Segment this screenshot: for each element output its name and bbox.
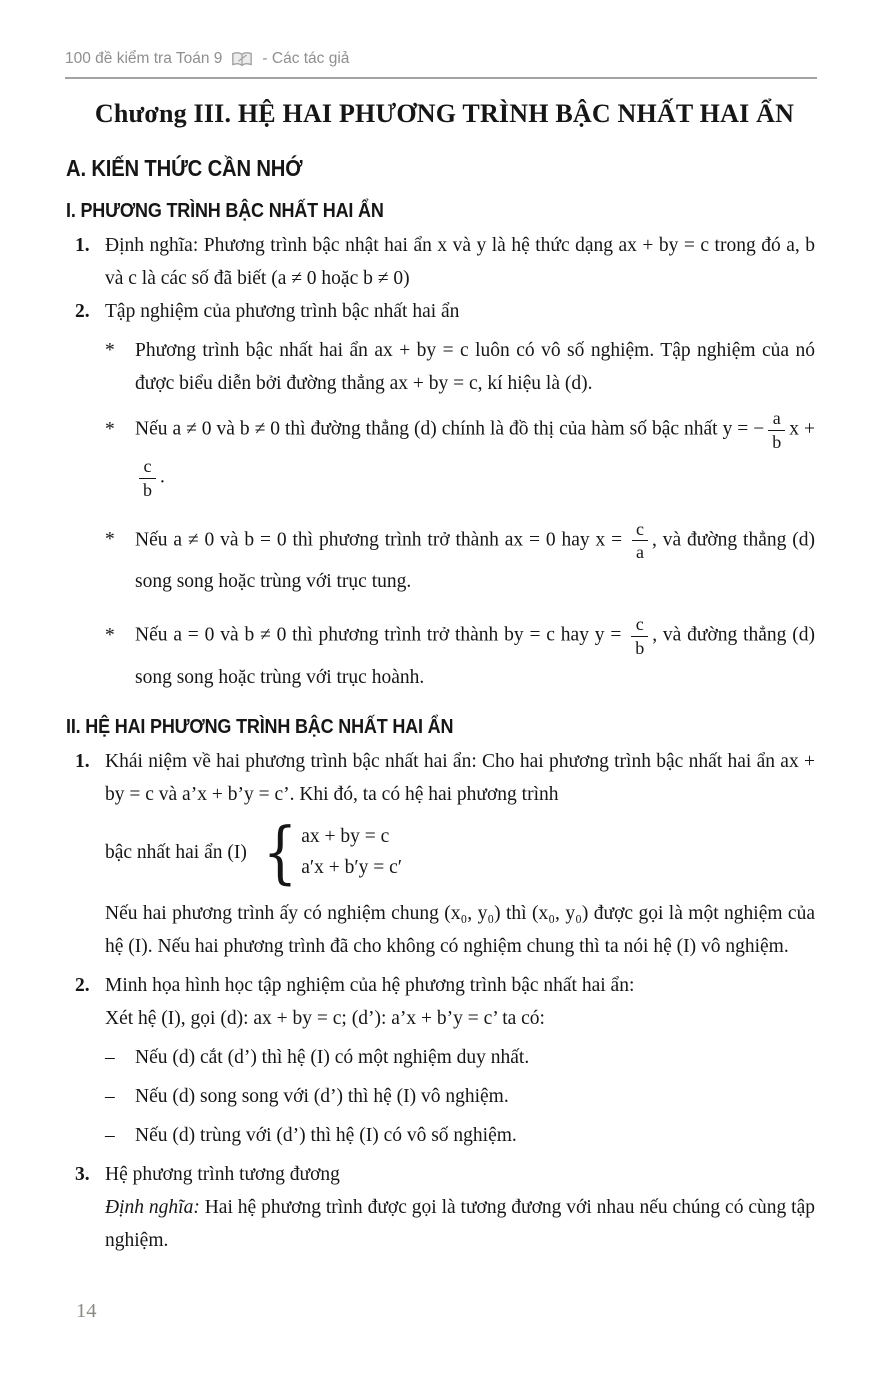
concept-item-1 [75, 745, 815, 811]
page-header [65, 50, 817, 79]
item-text: Tập nghiệm của phương trình bậc nhất hai ẩn [105, 301, 460, 322]
solution-paragraph: Nếu hai phương trình ấy có nghiệm chung (x₀, y₀) thì (x₀, y₀) được gọi là một nghiệm của hệ (I). Nếu hai phương trình đã cho không có nghiệm chung thì ta nói hệ (I) vô nghiệm. [105, 902, 815, 957]
asterisk-marker: * [105, 529, 115, 551]
math-expression: . [160, 467, 165, 489]
system-lead-text: bậc nhất hai ẩn (I) [105, 842, 247, 863]
section-i-heading: I. PHƯƠNG TRÌNH BẬC NHẤT HAI ẨN [66, 200, 384, 222]
fraction-c-over-a: $\frac{c}{a}$ [632, 519, 648, 563]
dash-text: Nếu (d) cắt (d’) thì hệ (I) có một nghiệm duy nhất. [135, 1046, 530, 1068]
definition-item-2 [75, 295, 815, 328]
consider-system-line: Xét hệ (I), gọi (d): ax + by = c; (d’): a’x + b’y = c’ ta có: [105, 1007, 545, 1029]
item-text: Định nghĩa: Phương trình bậc nhật hai ẩn x và y là hệ thức dạng ax + by = c trong đó a, b và c là các số đã biết (a ≠ 0 hoặc b ≠ 0) [105, 235, 815, 289]
dash-text: Nếu (d) trùng với (d’) thì hệ (I) có vô số nghiệm. [135, 1124, 517, 1146]
dash-marker: – [105, 1124, 115, 1146]
page-number: 14 [76, 1300, 97, 1322]
equivalent-item-3 [75, 1158, 815, 1191]
bullet-item [75, 406, 815, 503]
dash-marker: – [105, 1085, 115, 1107]
dash-marker: – [105, 1046, 115, 1068]
definition-item-1 [75, 229, 815, 295]
equation-2: a′x + b′y = c′ [301, 857, 403, 878]
section-a-heading: A. KIẾN THỨC CẦN NHỚ [66, 155, 303, 181]
item-number: 1. [75, 235, 90, 256]
bullet-text: Phương trình bậc nhất hai ẩn ax + by = c luôn có vô số nghiệm. Tập nghiệm của nó được biểu diễn bởi đường thẳng ax + by = c, kí hiệu là (d). [135, 340, 815, 394]
bullet-text: Nếu a = 0 và b ≠ 0 thì phương trình trở thành by = c hay y = [135, 624, 628, 646]
equation-1: ax + by = c [301, 825, 390, 847]
geometry-item-2 [75, 969, 815, 1002]
math-expression: y = − [722, 418, 765, 440]
asterisk-marker: * [105, 624, 115, 646]
definition-paragraph [105, 1191, 815, 1257]
bullet-text: , và đường thẳng (d) song song hoặc trùng với trục hoành. [135, 624, 815, 688]
open-book-icon [231, 51, 253, 68]
item-text: Hệ phương trình tương đương [105, 1163, 340, 1185]
bullet-item [75, 334, 815, 400]
fraction-c-over-b: $\frac{c}{b}$ [139, 456, 156, 500]
bullet-text: Nếu a ≠ 0 và b ≠ 0 thì đường thẳng (d) chính là đồ thị của hàm số bậc nhất [135, 418, 723, 440]
item-number: 2. [75, 974, 90, 996]
bullet-item [75, 612, 815, 693]
asterisk-marker: * [105, 418, 115, 440]
chapter-title: Chương III. HỆ HAI PHƯƠNG TRÌNH BẬC NHẤT HAI ẨN [94, 99, 795, 128]
definition-label: Định nghĩa: [105, 1196, 200, 1218]
dash-item [75, 1041, 815, 1074]
header-authors: - Các tác giả [262, 50, 350, 67]
left-brace: { [262, 813, 298, 892]
item-text: Khái niệm về hai phương trình bậc nhất hai ẩn: Cho hai phương trình bậc nhất hai ẩn ax + by = c và a’x + b’y = c’. Khi đó, ta có hệ hai phương trình [105, 750, 815, 805]
asterisk-marker: * [105, 340, 115, 361]
dash-text: Nếu (d) song song với (d’) thì hệ (I) vô nghiệm. [135, 1085, 509, 1107]
bullet-text: , và đường thẳng (d) song song hoặc trùng với trục tung. [135, 529, 815, 593]
item-text: Minh họa hình học tập nghiệm của hệ phương trình bậc nhất hai ẩn: [105, 974, 635, 996]
item-number: 2. [75, 301, 90, 322]
dash-item [75, 1119, 815, 1152]
math-expression: x + [789, 418, 815, 440]
definition-text: Hai hệ phương trình được gọi là tương đương với nhau nếu chúng có cùng tập nghiệm. [105, 1196, 815, 1251]
system-equations [301, 825, 402, 881]
bullet-text: Nếu a ≠ 0 và b = 0 thì phương trình trở thành ax = 0 hay x = [135, 529, 629, 551]
fraction-a-over-b: $\frac{a}{b}$ [768, 408, 785, 452]
fraction-c-over-b: $\frac{c}{b}$ [631, 614, 648, 658]
item-number: 1. [75, 750, 90, 772]
header-book-title: 100 đề kiểm tra Toán 9 [65, 50, 223, 67]
section-ii-heading: II. HỆ HAI PHƯƠNG TRÌNH BẬC NHẤT HAI ẨN [66, 715, 454, 738]
bullet-item [75, 517, 815, 598]
item-number: 3. [75, 1163, 90, 1185]
document-page [0, 50, 889, 1399]
equation-system [105, 815, 815, 891]
dash-item [75, 1080, 815, 1113]
